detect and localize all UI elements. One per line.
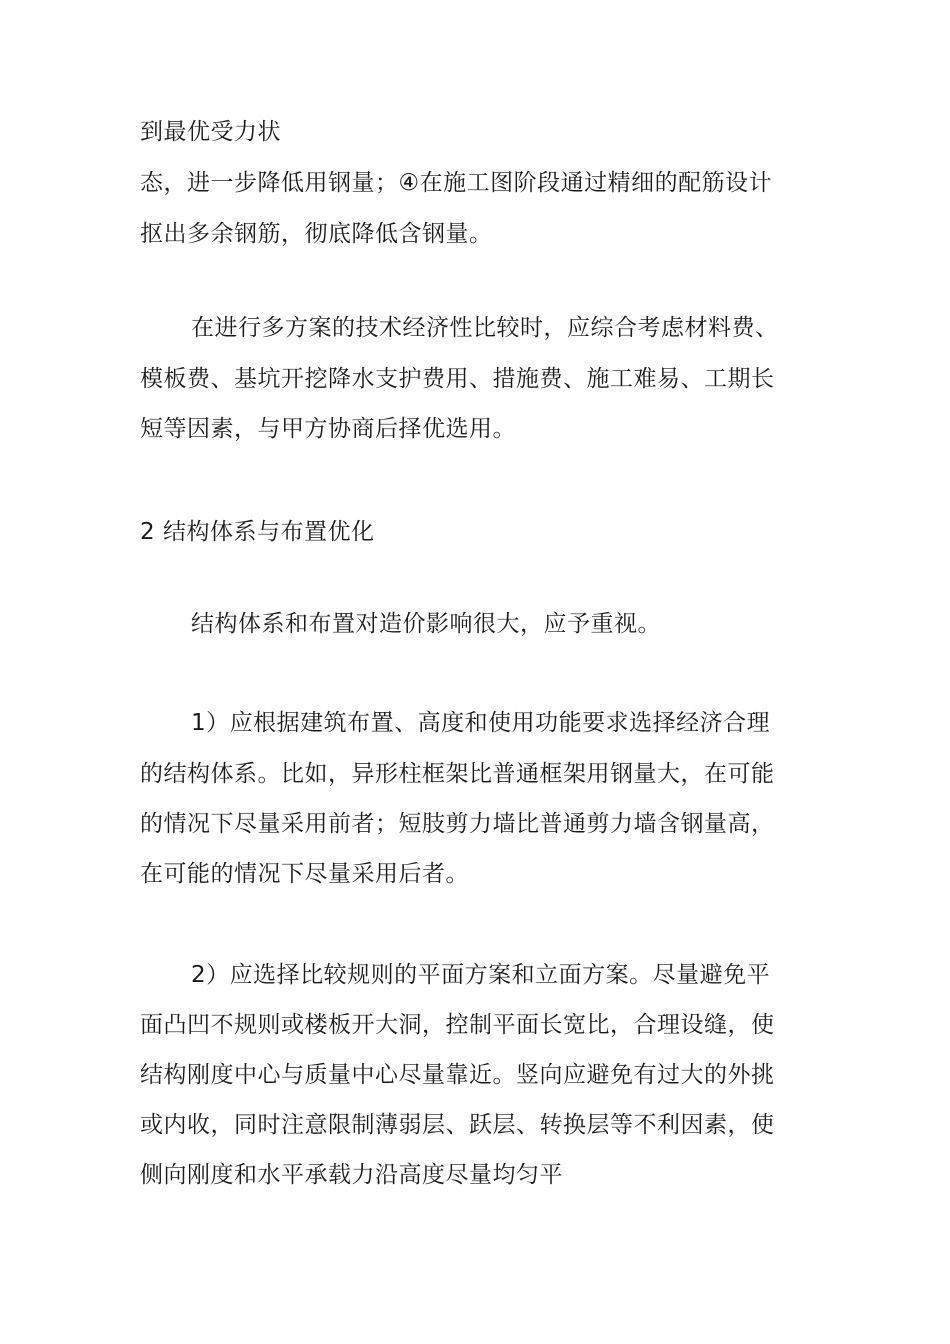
list-item-line: 的结构体系。比如，异形柱框架比普通框架用钢量大，在可能 bbox=[140, 761, 775, 787]
paragraph-line: 结构体系和布置对造价影响很大，应予重视。 bbox=[191, 611, 661, 637]
list-item-line: 结构刚度中心与质量中心尽量靠近。竖向应避免有过大的外挑 bbox=[140, 1062, 775, 1088]
list-item-line: 2）应选择比较规则的平面方案和立面方案。尽量避免平 bbox=[191, 962, 771, 988]
list-item-line: 1）应根据建筑布置、高度和使用功能要求选择经济合理 bbox=[191, 710, 771, 736]
paragraph-line: 态，进一步降低用钢量；④在施工图阶段通过精细的配筋设计 bbox=[140, 170, 773, 196]
list-item-line: 的情况下尽量采用前者；短肢剪力墙比普通剪力墙含钢量高， bbox=[140, 811, 775, 837]
section-heading: 2 结构体系与布置优化 bbox=[140, 519, 375, 545]
paragraph-line: 模板费、基坑开挖降水支护费用、措施费、施工难易、工期长 bbox=[140, 366, 775, 392]
list-item-line: 侧向刚度和水平承载力沿高度尽量均匀平 bbox=[140, 1162, 563, 1188]
list-item-line: 或内收，同时注意限制薄弱层、跃层、转换层等不利因素，使 bbox=[140, 1112, 775, 1138]
list-item-line: 在可能的情况下尽量采用后者。 bbox=[140, 861, 469, 887]
paragraph-line: 抠出多余钢筋，彻底降低含钢量。 bbox=[140, 221, 493, 247]
paragraph-line: 短等因素，与甲方协商后择优选用。 bbox=[140, 416, 516, 442]
list-item-line: 面凸凹不规则或楼板开大洞，控制平面长宽比，合理设缝，使 bbox=[140, 1012, 775, 1038]
paragraph-line: 在进行多方案的技术经济性比较时，应综合考虑材料费、 bbox=[191, 315, 779, 341]
paragraph-line: 到最优受力状 bbox=[140, 119, 281, 145]
